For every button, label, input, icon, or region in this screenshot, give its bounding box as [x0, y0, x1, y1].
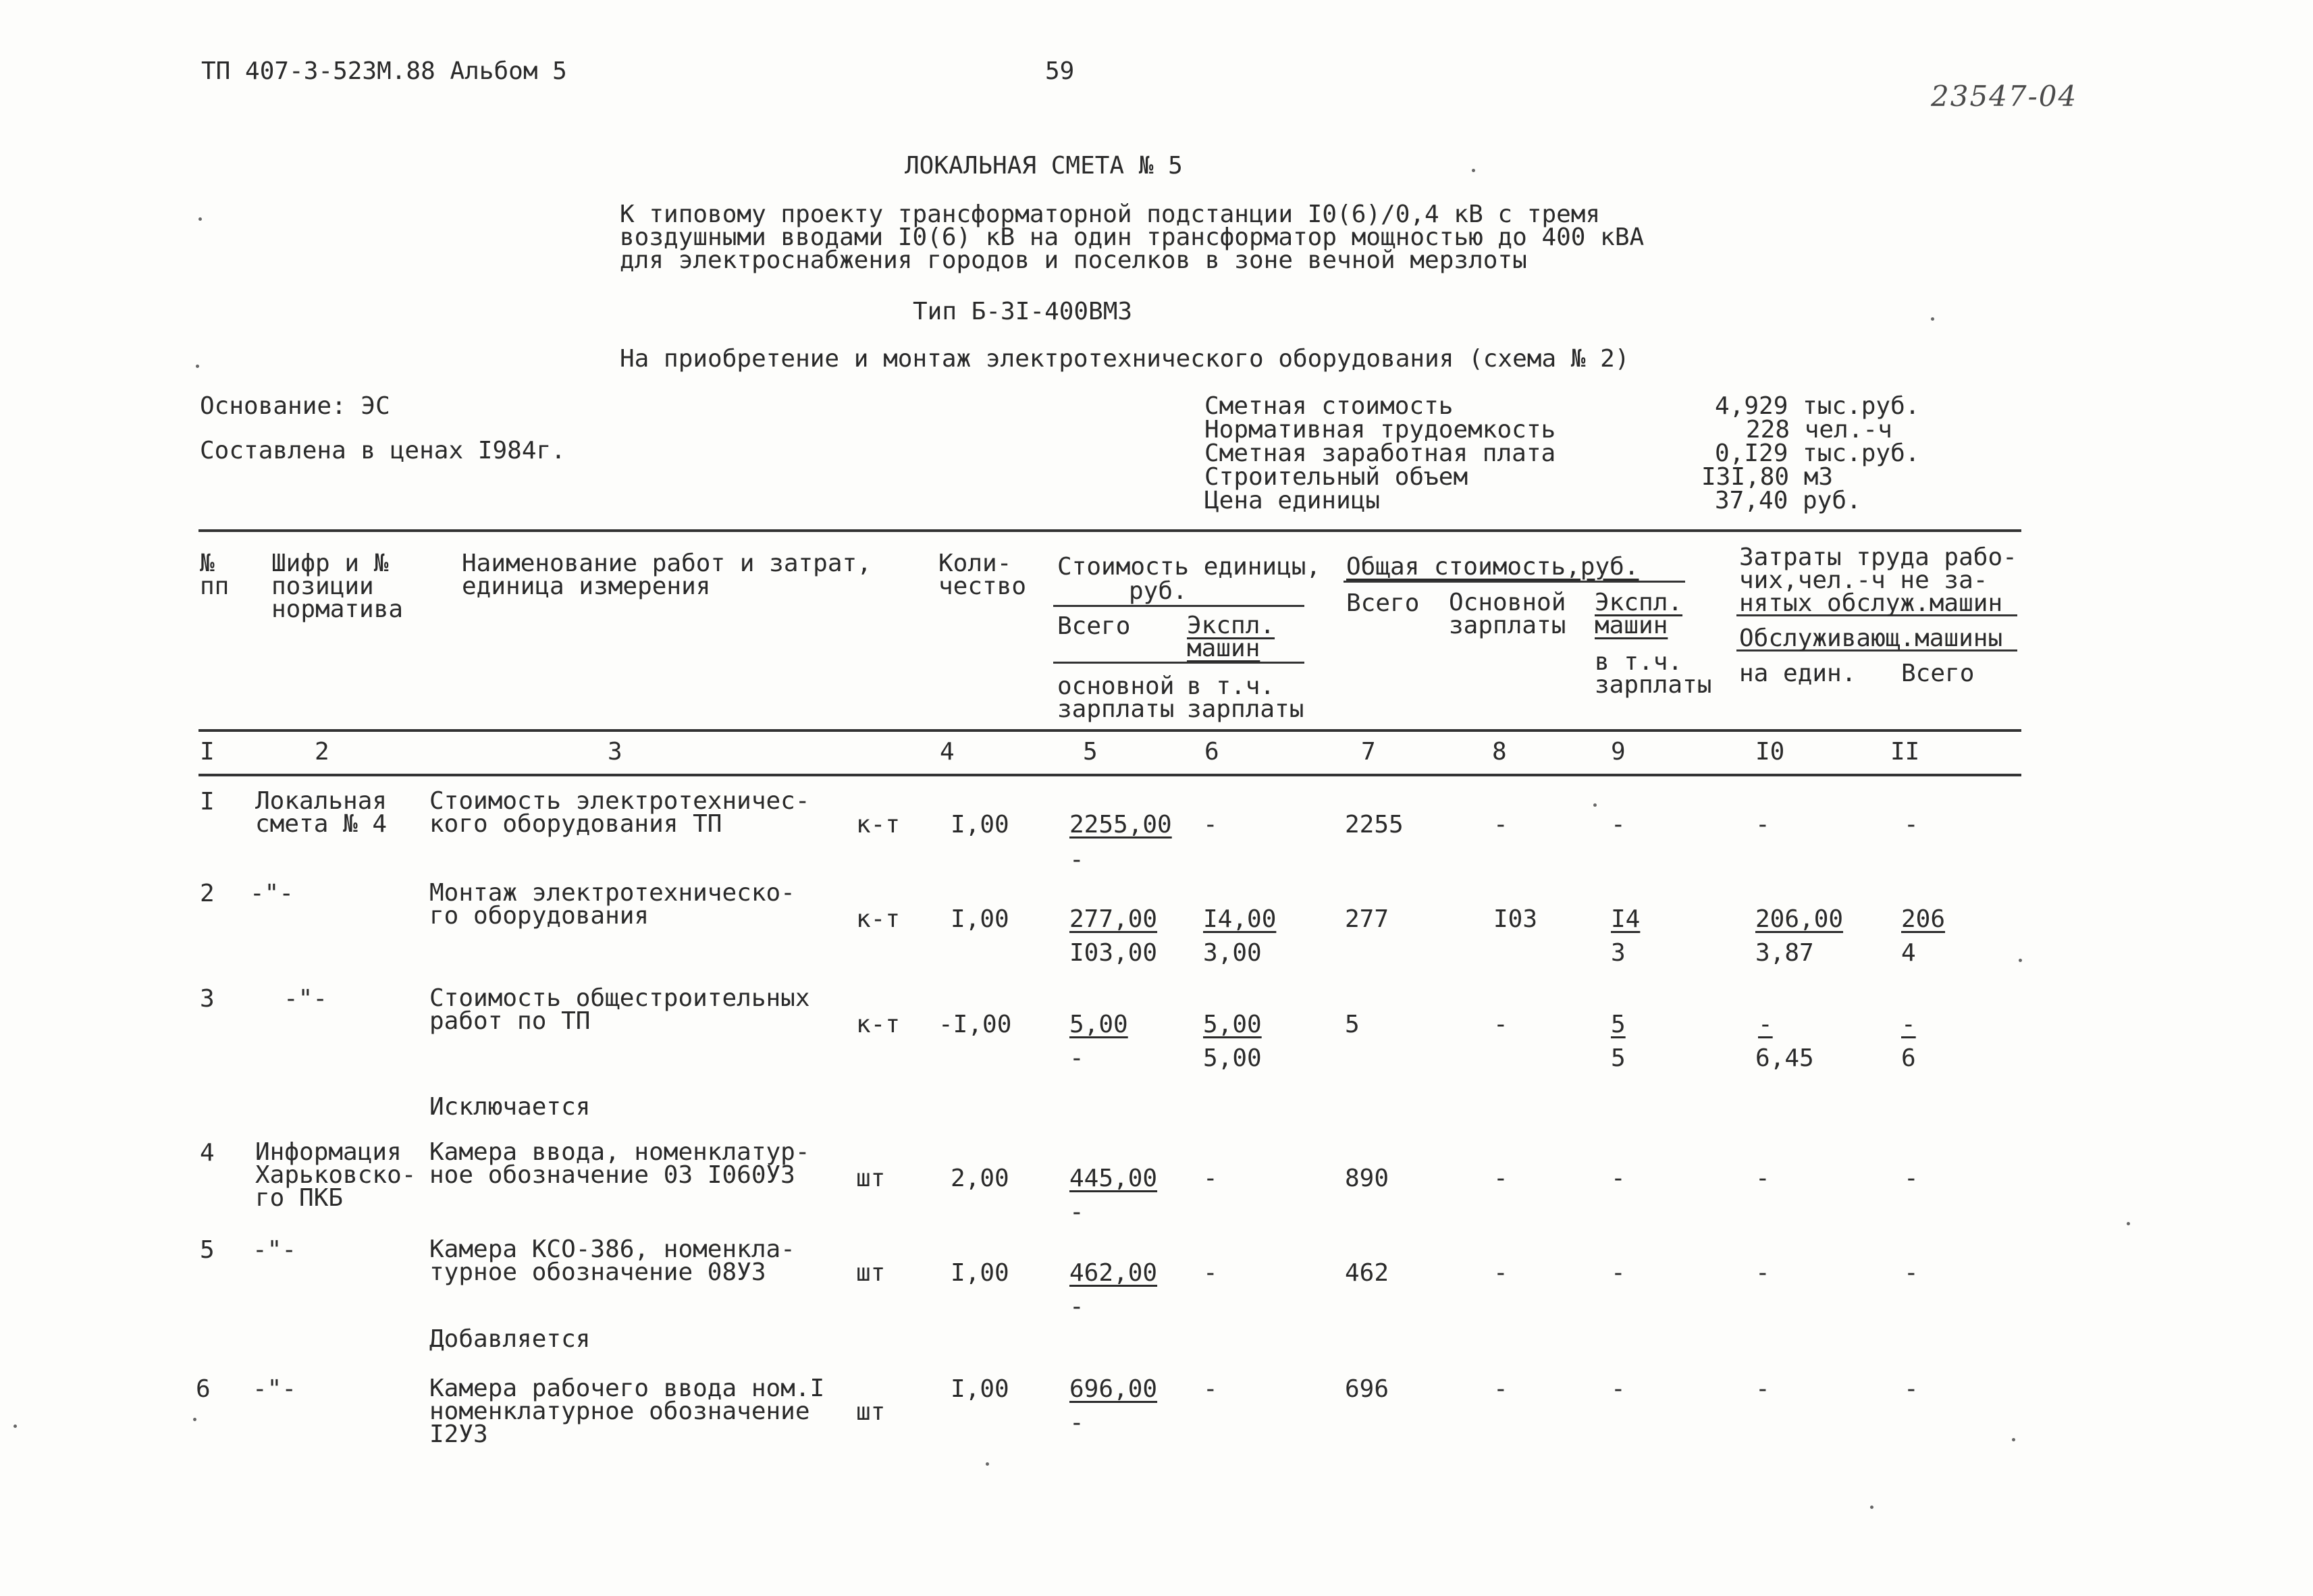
- column-number: 9: [1611, 738, 1626, 766]
- table-row-c7: 5: [1345, 1011, 1360, 1038]
- table-row-unit: к-т: [856, 811, 901, 839]
- scan-speck: [196, 365, 199, 368]
- table-row-c6: -: [1203, 1375, 1218, 1403]
- section-excluded: Исключается: [429, 1093, 591, 1121]
- col-header-9-bottom: в т.ч. зарплаты: [1595, 648, 1712, 699]
- table-row-c5b: -: [1069, 1198, 1084, 1226]
- col-header-11: Всего: [1901, 660, 1975, 687]
- column-number: 6: [1204, 738, 1219, 766]
- table-row-unit: шт: [856, 1165, 886, 1192]
- table-row-name: Камера рабочего ввода ном.I номенклатурное обозначение I2У3: [429, 1375, 825, 1448]
- table-row-name: Монтаж электротехническо- го оборудования: [429, 879, 795, 930]
- subject-line-1: К типовому проекту трансформаторной подстанции I0(6)/0,4 кВ с тремя: [620, 201, 1601, 228]
- header-rule-vsego5: [1053, 662, 1304, 664]
- col-header-unit-cost-rub: руб.: [1129, 577, 1188, 605]
- table-row-c10: -: [1755, 1259, 1770, 1287]
- column-number: II: [1890, 738, 1920, 766]
- col-header-5-total: Всего: [1057, 612, 1131, 640]
- purpose-line: На приобретение и монтаж электротехнического оборудования (схема № 2): [620, 345, 1630, 373]
- table-row-num: I: [200, 788, 215, 816]
- column-number: 5: [1083, 738, 1098, 766]
- table-row-code: -"-: [252, 1236, 297, 1264]
- page-number: 59: [1045, 57, 1075, 85]
- page-header-left: ТП 407-3-523М.88 Альбом 5: [201, 57, 567, 85]
- table-row-c8: -: [1493, 1375, 1508, 1403]
- table-row-c6b: 5,00: [1203, 1044, 1262, 1072]
- col-header-8: Основной зарплаты: [1449, 589, 1566, 639]
- scan-speck: [14, 1425, 17, 1428]
- scan-speck: [193, 1418, 196, 1421]
- table-row-c11b: 6: [1901, 1044, 1916, 1072]
- table-row-c6: I4,00: [1203, 905, 1277, 933]
- col-header-num: № пп: [200, 550, 230, 600]
- table-row-c5: 445,00: [1069, 1165, 1158, 1192]
- col-header-code: Шифр и № позиции норматива: [271, 550, 404, 623]
- summary-label: Сметная заработная плата: [1204, 440, 1556, 467]
- subject-line-2: воздушными вводами I0(6) кВ на один трансформатор мощностью до 400 кВА: [620, 223, 1645, 251]
- scan-speck: [1870, 1506, 1873, 1509]
- table-row-c6b: 3,00: [1203, 939, 1262, 967]
- col-header-9-expl: Экспл. машин: [1595, 589, 1683, 639]
- table-row-num: 6: [196, 1375, 211, 1403]
- table-row-c9: -: [1611, 1165, 1626, 1192]
- table-row-c10: 206,00: [1755, 905, 1844, 933]
- section-added: Добавляется: [429, 1325, 591, 1353]
- table-row-c8: I03: [1493, 905, 1538, 933]
- table-row-c7: 2255: [1345, 811, 1404, 839]
- table-row-c11: -: [1904, 1165, 1919, 1192]
- col-header-labour-1: Затраты труда рабо-: [1739, 543, 2017, 571]
- scan-speck: [986, 1462, 989, 1466]
- table-row-num: 2: [200, 880, 215, 907]
- table-row-c6: -: [1203, 811, 1218, 839]
- table-row-c10: -: [1758, 1011, 1773, 1038]
- table-row-c7: 890: [1345, 1165, 1389, 1192]
- summary-label: Нормативная трудоемкость: [1204, 416, 1556, 444]
- type-line: Тип Б-3I-400ВМЗ: [913, 298, 1133, 325]
- document-title: ЛОКАЛЬНАЯ СМЕТА № 5: [905, 152, 1183, 180]
- col-header-labour-3: нятых обслуж.машин: [1739, 589, 2003, 617]
- column-numbers-rule: [198, 774, 2021, 776]
- col-header-unit-cost: Стоимость единицы,: [1057, 553, 1321, 581]
- table-row-c6: -: [1203, 1259, 1218, 1287]
- table-row-c11: -: [1904, 811, 1919, 839]
- table-row-qty: I,00: [951, 811, 1009, 839]
- table-row-c7: 696: [1345, 1375, 1389, 1403]
- table-row-unit: к-т: [856, 1011, 901, 1038]
- col-header-labour-service: Обслуживающ.машины: [1739, 624, 2003, 652]
- table-row-num: 5: [200, 1236, 215, 1264]
- table-row-unit: шт: [856, 1398, 886, 1426]
- column-number: 3: [608, 738, 622, 766]
- table-row-num: 3: [200, 985, 215, 1013]
- table-row-c8: -: [1493, 811, 1508, 839]
- col-header-total-cost: Общая стоимость,руб.: [1346, 553, 1639, 581]
- table-row-c6: 5,00: [1203, 1011, 1262, 1038]
- summary-label: Цена единицы: [1204, 487, 1381, 514]
- table-row-code: -"-: [252, 1375, 297, 1403]
- summary-value: 4,929 тыс.руб.: [1715, 392, 1920, 420]
- table-row-c8: -: [1493, 1165, 1508, 1192]
- col-header-6-expl: Экспл. машин: [1187, 612, 1275, 662]
- scan-speck: [1593, 803, 1597, 807]
- column-number: 2: [315, 738, 329, 766]
- table-row-c7: 277: [1345, 905, 1389, 933]
- table-row-c7: 462: [1345, 1259, 1389, 1287]
- col-header-7: Всего: [1346, 589, 1420, 617]
- col-header-name: Наименование работ и затрат, единица измерения: [462, 550, 872, 600]
- scan-speck: [2127, 1222, 2130, 1225]
- table-row-name: Стоимость общестроительных работ по ТП: [429, 984, 810, 1035]
- summary-value: 37,40 руб.: [1715, 487, 1861, 514]
- table-row-code: -"-: [284, 985, 328, 1013]
- table-row-c10b: 3,87: [1755, 939, 1814, 967]
- table-row-c9: I4: [1611, 905, 1641, 933]
- table-row-c8: -: [1493, 1011, 1508, 1038]
- table-top-rule: [198, 529, 2021, 532]
- table-row-name: Камера КСО-386, номенкла- турное обозначение 08У3: [429, 1235, 795, 1286]
- table-row-c5: 2255,00: [1069, 811, 1172, 839]
- table-row-qty: I,00: [951, 905, 1009, 933]
- table-row-c11b: 4: [1901, 939, 1916, 967]
- table-row-c9: -: [1611, 1375, 1626, 1403]
- table-row-c8: -: [1493, 1259, 1508, 1287]
- table-row-c5b: -: [1069, 846, 1084, 874]
- header-rule-obshaya: [1344, 581, 1685, 583]
- col-header-10: на един.: [1739, 660, 1857, 687]
- table-row-qty: -I,00: [938, 1011, 1012, 1038]
- table-row-unit: шт: [856, 1259, 886, 1287]
- table-row-c11: -: [1901, 1011, 1916, 1038]
- basis-label: Основание: ЭС: [200, 392, 390, 420]
- inventory-number: 23547-04: [1931, 80, 2078, 113]
- header-rule-stoimost: [1053, 605, 1304, 607]
- scan-speck: [1931, 317, 1934, 321]
- scan-speck: [198, 217, 202, 221]
- table-row-c5: 5,00: [1069, 1011, 1128, 1038]
- column-number: I: [200, 738, 215, 766]
- table-row-c11: -: [1904, 1375, 1919, 1403]
- table-row-c6: -: [1203, 1165, 1218, 1192]
- table-row-c11: -: [1904, 1259, 1919, 1287]
- col-header-6-bottom: в т.ч. зарплаты: [1187, 672, 1304, 723]
- table-row-code: Локальная смета № 4: [255, 787, 388, 838]
- column-number: 4: [940, 738, 955, 766]
- table-row-c11: 206: [1901, 905, 1946, 933]
- summary-value: 0,I29 тыс.руб.: [1715, 440, 1920, 467]
- table-row-c10: -: [1755, 1165, 1770, 1192]
- col-header-labour-2: чих,чел.-ч не за-: [1739, 566, 1988, 594]
- scan-speck: [2019, 959, 2022, 962]
- table-row-c9b: 3: [1611, 939, 1626, 967]
- table-row-c5: 462,00: [1069, 1259, 1158, 1287]
- table-row-code: -"-: [250, 880, 294, 907]
- scan-speck: [1472, 169, 1475, 172]
- col-header-qty: Коли- чество: [938, 550, 1027, 600]
- column-number: 8: [1492, 738, 1507, 766]
- table-row-c5b: -: [1069, 1044, 1084, 1072]
- col-header-5-bottom: основной зарплаты: [1057, 672, 1175, 723]
- subject-line-3: для электроснабжения городов и поселков в зоне вечной мерзлоты: [620, 246, 1527, 274]
- table-row-c5b: -: [1069, 1293, 1084, 1321]
- table-row-c5: 277,00: [1069, 905, 1158, 933]
- table-row-unit: к-т: [856, 905, 901, 933]
- scan-speck: [2012, 1438, 2015, 1441]
- table-row-qty: I,00: [951, 1375, 1009, 1403]
- table-row-c9: -: [1611, 811, 1626, 839]
- table-row-c10: -: [1755, 1375, 1770, 1403]
- table-row-c9: 5: [1611, 1011, 1626, 1038]
- summary-label: Сметная стоимость: [1204, 392, 1454, 420]
- prices-label: Составлена в ценах I984г.: [200, 437, 566, 464]
- summary-label: Строительный объем: [1204, 463, 1468, 491]
- summary-value: 228 чел.-ч: [1746, 416, 1892, 444]
- table-row-code: Информация Харьковско- го ПКБ: [255, 1138, 417, 1212]
- table-row-c5b: I03,00: [1069, 939, 1158, 967]
- table-row-name: Камера ввода, номенклатур- ное обозначение 03 I060У3: [429, 1138, 810, 1189]
- table-row-qty: I,00: [951, 1259, 1009, 1287]
- table-row-qty: 2,00: [951, 1165, 1009, 1192]
- header-bottom-rule: [198, 729, 2021, 732]
- table-row-c9b: 5: [1611, 1044, 1626, 1072]
- table-row-c10b: 6,45: [1755, 1044, 1814, 1072]
- table-row-c9: -: [1611, 1259, 1626, 1287]
- table-row-name: Стоимость электротехничес- кого оборудования ТП: [429, 787, 810, 838]
- column-number: I0: [1755, 738, 1785, 766]
- table-row-c5b: -: [1069, 1409, 1084, 1437]
- table-row-c5: 696,00: [1069, 1375, 1158, 1403]
- column-number: 7: [1361, 738, 1376, 766]
- table-row-num: 4: [200, 1139, 215, 1167]
- table-row-c10: -: [1755, 811, 1770, 839]
- summary-value: I3I,80 м3: [1701, 463, 1834, 491]
